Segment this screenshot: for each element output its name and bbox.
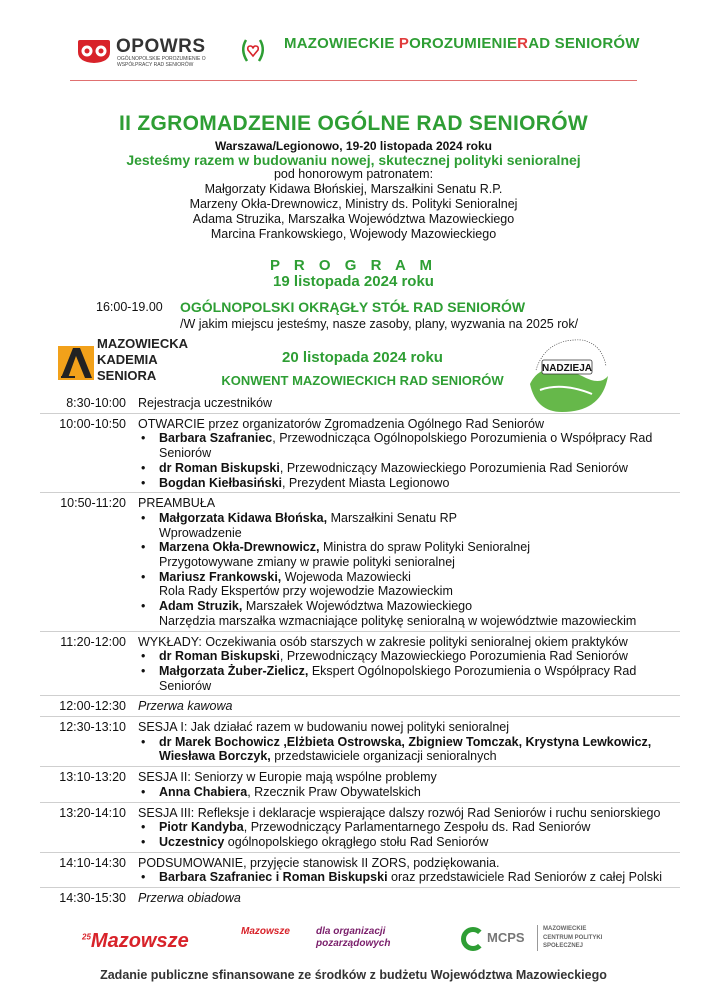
speaker-item: • dr Marek Bochowicz ,Elżbieta Ostrowska, Zbigniew Tomczak, Krystyna Lewkowicz, Wiesława Borczyk, przedstawiciele organizacji senioralnych	[138, 735, 680, 764]
agenda-time: 10:00-10:50	[59, 416, 126, 431]
agenda-text: SESJA III: Refleksje i deklaracje wspierające dalszy rozwój Rad Seniorów i ruchu seniorskiego	[138, 805, 661, 820]
day1-event: OGÓLNOPOLSKI OKRĄGŁY STÓŁ RAD SENIORÓW	[180, 299, 526, 315]
agenda-item	[40, 496, 680, 628]
agenda-item	[40, 770, 680, 799]
divider	[40, 716, 680, 717]
agenda-item	[40, 396, 680, 411]
agenda-time: 14:30-15:30	[59, 891, 126, 906]
day1-subtitle: /W jakim miejscu jesteśmy, nasze zasoby, plany, wyzwania na 2025 rok/	[180, 317, 579, 331]
speaker-item: • Marzena Okła-Drewnowicz, Ministra do spraw Polityki Senioralnej Przygotowywane zmiany w prawie polityki senioralnej	[138, 540, 680, 569]
day1-time: 16:00-19.00	[96, 300, 163, 314]
agenda-item	[40, 635, 680, 694]
patronage-line: Marzeny Okła-Drewnowicz, Ministry ds. Polityki Senioralnej	[189, 197, 518, 211]
speaker-item: • Anna Chabiera, Rzecznik Praw Obywatelskich	[138, 785, 680, 800]
agenda-text: PODSUMOWANIE, przyjęcie stanowisk II ZORS, podziękowania.	[138, 855, 500, 870]
divider	[40, 413, 680, 414]
agenda-text: Przerwa kawowa	[138, 699, 233, 714]
agenda-item	[40, 891, 680, 906]
agenda-time: 8:30-10:00	[66, 396, 126, 410]
divider	[40, 852, 680, 853]
agenda-text: SESJA II: Seniorzy w Europie mają wspólne problemy	[138, 770, 437, 785]
day1-date: 19 listopada 2024 roku	[273, 273, 434, 290]
patronage-line: Adama Struzika, Marszałka Województwa Mazowieckiego	[192, 212, 515, 226]
agenda-text: Rejestracja uczestników	[138, 396, 273, 410]
agenda-time: 13:10-13:20	[59, 770, 126, 785]
speaker-item: • Uczestnicy ogólnopolskiego okrągłego stołu Rad Seniorów	[138, 835, 680, 850]
event-motto: Jesteśmy razem w budowaniu nowej, skutecznej polityki senioralnej	[126, 152, 581, 168]
speaker-item: • Barbara Szafraniec i Roman Biskupski oraz przedstawiciele Rad Seniorów z całej Polski	[138, 870, 680, 885]
funding-note: Zadanie publiczne sfinansowane ze środków z budżetu Województwa Mazowieckiego	[100, 968, 607, 982]
agenda-time: 14:10-14:30	[59, 855, 126, 870]
patronage-line: pod honorowym patronatem:	[273, 167, 434, 181]
speaker-item: • Małgorzata Żuber-Zielicz, Ekspert Ogólnopolskiego Porozumienia o Współpracy Rad Seniorów	[138, 664, 680, 693]
agenda-item	[40, 856, 680, 885]
speaker-item: • Bogdan Kiełbasiński, Prezydent Miasta Legionowo	[138, 476, 680, 491]
event-location-date: Warszawa/Legionowo, 19-20 listopada 2024 roku	[215, 139, 492, 153]
day2-event: KONWENT MAZOWIECKICH RAD SENIORÓW	[221, 373, 504, 388]
agenda-text: WYKŁADY: Oczekiwania osób starszych w zakresie polityki senioralnej okiem praktyków	[138, 634, 628, 649]
mas-logo-text: MAZOWIECKA KADEMIA SENIORA	[97, 336, 188, 383]
agenda	[40, 396, 680, 906]
speaker-item: • Małgorzata Kidawa Błońska, Marszałkini Senatu RP Wprowadzenie	[138, 511, 680, 540]
agenda-text: OTWARCIE przez organizatorów Zgromadzenia Ogólnego Rad Seniorów	[138, 416, 544, 431]
mcps-logo-name: MCPS	[487, 930, 525, 945]
agenda-time: 12:30-13:10	[59, 720, 126, 735]
speaker-item: • Barbara Szafraniec, Przewodnicząca Ogólnopolskiego Porozumienia o Współpracy Rad Seniorów	[138, 431, 680, 460]
patronage-line: Małgorzaty Kidawa Błońskiej, Marszałkini Senatu R.P.	[204, 182, 503, 196]
header-divider	[70, 80, 637, 81]
mcps-logo-icon	[461, 927, 485, 951]
wreath-heart-icon	[238, 36, 268, 66]
divider	[40, 802, 680, 803]
agenda-text: PREAMBUŁA	[138, 496, 216, 511]
speaker-item: • Mariusz Frankowski, Wojewoda Mazowiecki Rola Rady Ekspertów przy wojewodzie Mazowieckim	[138, 570, 680, 599]
agenda-item	[40, 699, 680, 714]
mazowsze-ngo-logo: Mazowsze	[241, 926, 290, 937]
mps-logo-name: MAZOWIECKIE POROZUMIENIERAD SENIORÓW	[284, 35, 640, 52]
divider	[40, 695, 680, 696]
nadzieja-logo-name: NADZIEJA	[541, 363, 593, 374]
agenda-item	[40, 806, 680, 850]
agenda-text: SESJA I: Jak działać razem w budowaniu nowej polityki senioralnej	[138, 720, 510, 735]
event-title: II ZGROMADZENIE OGÓLNE RAD SENIORÓW	[118, 112, 588, 135]
speaker-item: • Adam Struzik, Marszałek Województwa Mazowieckiego Narzędzia marszałka wzmacniające politykę senioralną w województwie mazowieckim	[138, 599, 680, 628]
patronage-line: Marcina Frankowskiego, Wojewody Mazowieckiego	[210, 227, 497, 241]
opowrs-logo-name: OPOWRS	[116, 36, 206, 57]
opowrs-logo-icon	[76, 38, 112, 64]
agenda-time: 10:50-11:20	[60, 496, 126, 511]
divider	[40, 631, 680, 632]
speaker-item: • dr Roman Biskupski, Przewodniczący Mazowieckiego Porozumienia Rad Seniorów	[138, 649, 680, 664]
program-heading: P R O G R A M	[270, 257, 437, 274]
divider	[40, 887, 680, 888]
opowrs-logo-subtitle: OGÓLNOPOLSKIE POROZUMIENIE O WSPÓŁPRACY RAD SENIORÓW	[117, 56, 206, 68]
day2-date: 20 listopada 2024 roku	[282, 349, 443, 366]
mcps-logo-subtitle: MAZOWIECKIE CENTRUM POLITYKI SPOŁECZNEJ	[537, 925, 602, 951]
agenda-item	[40, 720, 680, 764]
speaker-item: • dr Roman Biskupski, Przewodniczący Mazowieckiego Porozumienia Rad Seniorów	[138, 461, 680, 476]
agenda-time: 13:20-14:10	[59, 805, 126, 820]
agenda-time: 12:00-12:30	[59, 699, 126, 714]
agenda-time: 11:20-12:00	[60, 634, 126, 649]
agenda-text: Przerwa obiadowa	[138, 891, 241, 906]
divider	[40, 766, 680, 767]
divider	[40, 492, 680, 493]
speaker-item: • Piotr Kandyba, Przewodniczący Parlamentarnego Zespołu ds. Rad Seniorów	[138, 820, 680, 835]
mazowsze-25-logo: $^{25}$Mazowsze	[82, 930, 189, 952]
agenda-item	[40, 417, 680, 491]
mazowsze-ngo-logo-text: dla organizacji pozarządowych	[316, 926, 391, 949]
